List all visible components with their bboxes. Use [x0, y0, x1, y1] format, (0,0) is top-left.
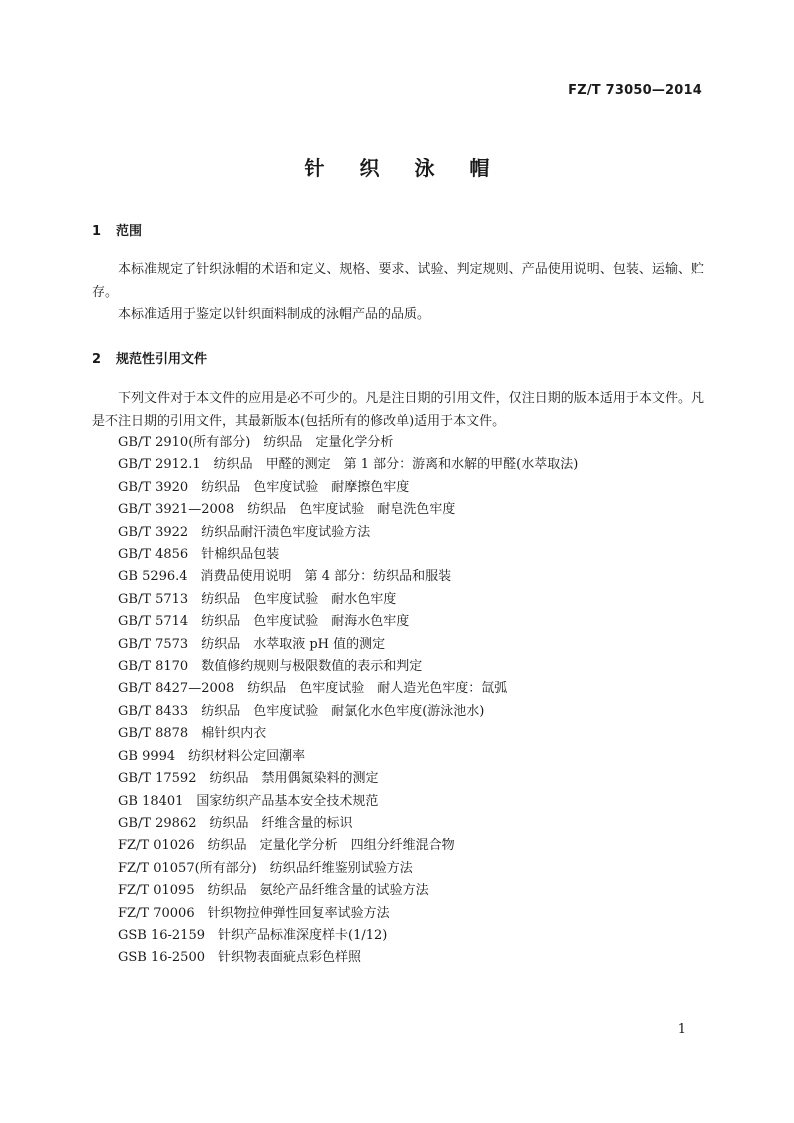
section-heading-normative-references: [92, 348, 207, 367]
reference-item: GB 9994 纺织材料公定回潮率: [118, 748, 306, 764]
reference-item: FZ/T 01095 纺织品 氨纶产品纤维含量的试验方法: [118, 883, 429, 899]
reference-item: GB/T 4856 针棉织品包装: [118, 547, 280, 563]
reference-item: GB/T 8433 纺织品 色牢度试验 耐氯化水色牢度(游泳池水): [118, 703, 485, 719]
section-title: 范围: [116, 224, 143, 239]
reference-item: GB/T 8878 棉针织内衣: [118, 726, 267, 742]
scope-paragraph: 本标准规定了针织泳帽的术语和定义、规格、要求、试验、判定规则、产品使用说明、包装、运输、贮存。: [92, 262, 704, 300]
reference-item: GB/T 2912.1 纺织品 甲醛的测定 第 1 部分：游离和水解的甲醛(水萃取法): [118, 457, 579, 473]
reference-item: FZ/T 70006 针织物拉伸弹性回复率试验方法: [118, 905, 390, 921]
page-number: 1: [677, 1022, 686, 1037]
reference-item: GB/T 8427—2008 纺织品 色牢度试验 耐人造光色牢度：氙弧: [118, 681, 508, 697]
section-number: 2: [92, 352, 102, 367]
section-number: 1: [92, 224, 102, 239]
reference-item: GB/T 29862 纺织品 纤维含量的标识: [118, 815, 353, 831]
reference-list: [118, 432, 578, 970]
reference-item: FZ/T 01057(所有部分) 纺织品纤维鉴别试验方法: [118, 860, 413, 876]
reference-item: GB/T 3920 纺织品 色牢度试验 耐摩擦色牢度: [118, 479, 410, 495]
reference-item: GB/T 2910(所有部分) 纺织品 定量化学分析: [118, 435, 394, 450]
section-heading-scope: [92, 220, 142, 239]
section-title: 规范性引用文件: [116, 352, 208, 367]
reference-item: GSB 16-2159 针织产品标准深度样卡(1/12): [118, 927, 388, 943]
reference-item: GB 18401 国家纺织产品基本安全技术规范: [118, 793, 379, 809]
reference-item: GB/T 17592 纺织品 禁用偶氮染料的测定: [118, 771, 379, 787]
reference-item: GB/T 5714 纺织品 色牢度试验 耐海水色牢度: [118, 614, 410, 630]
reference-item: GB/T 3921—2008 纺织品 色牢度试验 耐皂洗色牢度: [118, 502, 456, 518]
reference-item: GSB 16-2500 针织物表面疵点彩色样照: [118, 950, 361, 966]
reference-item: GB/T 7573 纺织品 水萃取液 pH 值的测定: [118, 636, 386, 652]
references-intro-paragraph: 下列文件对于本文件的应用是必不可少的。凡是注日期的引用文件，仅注日期的版本适用于本文件。凡是不注日期的引用文件，其最新版本(包括所有的修改单)适用于本文件。: [92, 391, 704, 429]
scope-paragraph: 本标准适用于鉴定以针织面料制成的泳帽产品的品质。: [118, 307, 431, 322]
document-title: 针 织 泳 帽: [304, 156, 504, 180]
reference-item: GB/T 8170 数值修约规则与极限数值的表示和判定: [118, 659, 423, 675]
reference-item: GB/T 5713 纺织品 色牢度试验 耐水色牢度: [118, 591, 397, 607]
reference-item: GB/T 3922 纺织品耐汗渍色牢度试验方法: [118, 524, 371, 540]
standard-number: FZ/T 73050—2014: [568, 83, 702, 98]
reference-item: GB 5296.4 消费品使用说明 第 4 部分：纺织品和服装: [118, 569, 452, 585]
reference-item: FZ/T 01026 纺织品 定量化学分析 四组分纤维混合物: [118, 838, 455, 854]
